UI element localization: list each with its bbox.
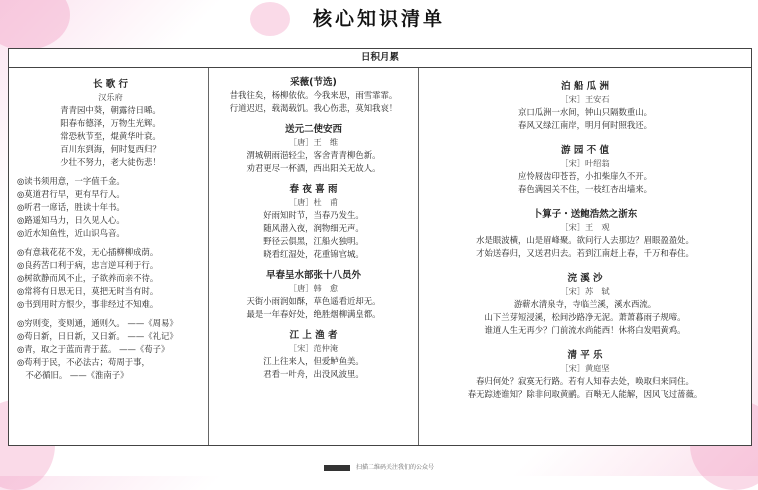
poem-line: 春无踪迹谁知？除非问取黄鹂。百啭无人能解，因风飞过蔷薇。: [467, 389, 703, 399]
poem-title: 长 歌 行: [92, 79, 129, 90]
saying: ◎莫道君行早，更有早行人。: [17, 189, 125, 199]
poem-title: 卜算子・送鲍浩然之浙东: [532, 209, 638, 220]
poem-line: 天街小雨润如酥，草色遥看近却无。: [246, 296, 381, 306]
poem-line: 才始送春归，又送君归去。若到江南赶上春，千万和春住。: [476, 248, 694, 258]
quote-text: 不必循旧。: [17, 370, 68, 380]
saying: ◎常将有日思无日，莫把无时当有时。: [17, 286, 159, 296]
poem-line: 青青园中葵，朝露待日晞。: [60, 105, 161, 115]
poem-line: 好雨知时节，当春乃发生。: [263, 210, 364, 220]
footer-text: 扫描二维码关注我们的公众号: [355, 464, 434, 471]
quote-source: ——《荀子》: [116, 344, 170, 354]
quote-source: ——《礼记》: [124, 331, 178, 341]
poem-author: ［宋］王 观: [560, 222, 610, 232]
poem-author: ［宋］黄庭坚: [560, 363, 610, 373]
poem-title: 泊 船 瓜 洲: [561, 81, 609, 92]
saying: ◎良药苦口利于病，忠言逆耳利于行。: [17, 260, 159, 270]
poem-line: 水是眼波横，山是眉峰聚。欲问行人去那边？眉眼盈盈处。: [476, 235, 694, 245]
poem-line: 春风又绿江南岸，明月何时照我还。: [518, 120, 652, 130]
poem-title: 浣 溪 沙: [567, 273, 603, 284]
poem-line: 君看一叶舟，出没风波里。: [263, 369, 364, 379]
page-title: 核心知识清单: [312, 8, 445, 30]
poem-title: 早春呈水部张十八员外: [265, 270, 361, 281]
poem-line: 京口瓜洲一水间，钟山只隔数重山。: [518, 107, 652, 117]
saying: ◎听君一席话，胜读十年书。: [17, 202, 125, 212]
quote-source: ——《周易》: [124, 318, 178, 328]
column-2: [209, 68, 419, 445]
knowledge-board: [8, 48, 752, 446]
qr-code-icon: [324, 465, 350, 471]
quote-text: ◎苟利于民，不必法古；苟周于事，: [17, 357, 150, 367]
poem-author: ［唐］王 维: [288, 137, 339, 147]
saying: ◎路遥知马力，日久见人心。: [17, 215, 125, 225]
poem-author: ［宋］苏 轼: [560, 286, 610, 296]
quote-text: ◎苟日新，日日新，又日新。: [17, 331, 125, 341]
saying: ◎读书须用意，一字值千金。: [17, 176, 125, 186]
poem-author: ［唐］韩 愈: [288, 283, 339, 293]
poem-line: 野径云俱黑，江船火独明。: [263, 236, 364, 246]
poem-line: 常恐秋节至，焜黄华叶衰。: [60, 131, 161, 141]
poem-line: 春色满园关不住，一枝红杏出墙来。: [518, 184, 652, 194]
saying: ◎书到用时方恨少，事非经过不知难。: [17, 299, 159, 309]
poem-author: ［宋］王安石: [560, 94, 610, 104]
quote-row: [17, 317, 204, 330]
poem-line: 江上往来人，但爱鲈鱼美。: [263, 356, 364, 366]
poem-line: 行道迟迟，载渴载饥。我心伤悲，莫知我哀！: [229, 103, 398, 113]
poem-line: 渭城朝雨浥轻尘，客舍青青柳色新。: [246, 150, 381, 160]
poem-title: 春 夜 喜 雨: [289, 184, 338, 195]
poem-line: 昔我往矣，杨柳依依。今我来思，雨雪霏霏。: [229, 90, 398, 100]
quote-text: ◎青，取之于蓝而青于蓝。: [17, 344, 117, 354]
quote-source: ——《淮南子》: [67, 370, 129, 380]
poem-title: 江 上 渔 者: [289, 330, 338, 341]
poem-title: 采薇(节选): [290, 77, 337, 88]
poem-line: 随风潜入夜，润物细无声。: [263, 223, 364, 233]
quote-text: ◎穷则变，变则通，通则久。: [17, 318, 125, 328]
poem-line: 少壮不努力，老大徒伤悲！: [60, 157, 161, 167]
poem-title: 送元二使安西: [284, 124, 342, 135]
column-3: [419, 68, 751, 445]
poem-line: 山下兰芽短浸溪，松间沙路净无泥。萧萧暮雨子规啼。: [484, 312, 686, 322]
poem-title: 游 园 不 值: [561, 145, 609, 156]
poem-line: 应怜屐齿印苍苔，小扣柴扉久不开。: [518, 171, 652, 181]
quote-row: [17, 369, 204, 382]
saying: ◎有意栽花花不发，无心插柳柳成荫。: [17, 247, 159, 257]
poem-line: 春归何处？寂寞无行路。若有人知春去处，唤取归来同住。: [476, 376, 694, 386]
poem-line: 最是一年春好处，绝胜烟柳满皇都。: [246, 309, 381, 319]
poem-line: 晓看红湿处，花重锦官城。: [263, 249, 364, 259]
poem-line: 游蕲水清泉寺，寺临兰溪，溪水西流。: [513, 299, 657, 309]
quote-row: [17, 356, 204, 369]
poem-line: 阳春布德泽，万物生光辉。: [60, 118, 161, 128]
poem-author: ［宋］范仲淹: [288, 343, 339, 353]
poem-line: 谁道人生无再少？门前流水尚能西！休将白发唱黄鸡。: [484, 325, 686, 335]
poem-title: 清 平 乐: [567, 350, 603, 361]
saying: ◎近水知鱼性，近山识鸟音。: [17, 228, 125, 238]
saying: ◎树欲静而风不止，子欲养而亲不待。: [17, 273, 159, 283]
section-header: 日积月累: [9, 49, 751, 68]
poem-line: 百川东到海，何时复西归？: [60, 144, 161, 154]
sayings-group-1: [17, 175, 204, 240]
quote-row: [17, 330, 204, 343]
poem-lines: [17, 104, 204, 169]
poem-author: ［宋］叶绍翁: [560, 158, 610, 168]
footer: [0, 462, 758, 471]
quote-row: [17, 343, 204, 356]
poem-line: 劝君更尽一杯酒，西出阳关无故人。: [246, 163, 381, 173]
column-1: [9, 68, 209, 445]
classic-quotes: [17, 317, 204, 382]
poem-author: ［唐］杜 甫: [288, 197, 339, 207]
sayings-group-2: [17, 246, 204, 311]
poem-author: 汉乐府: [98, 92, 123, 102]
